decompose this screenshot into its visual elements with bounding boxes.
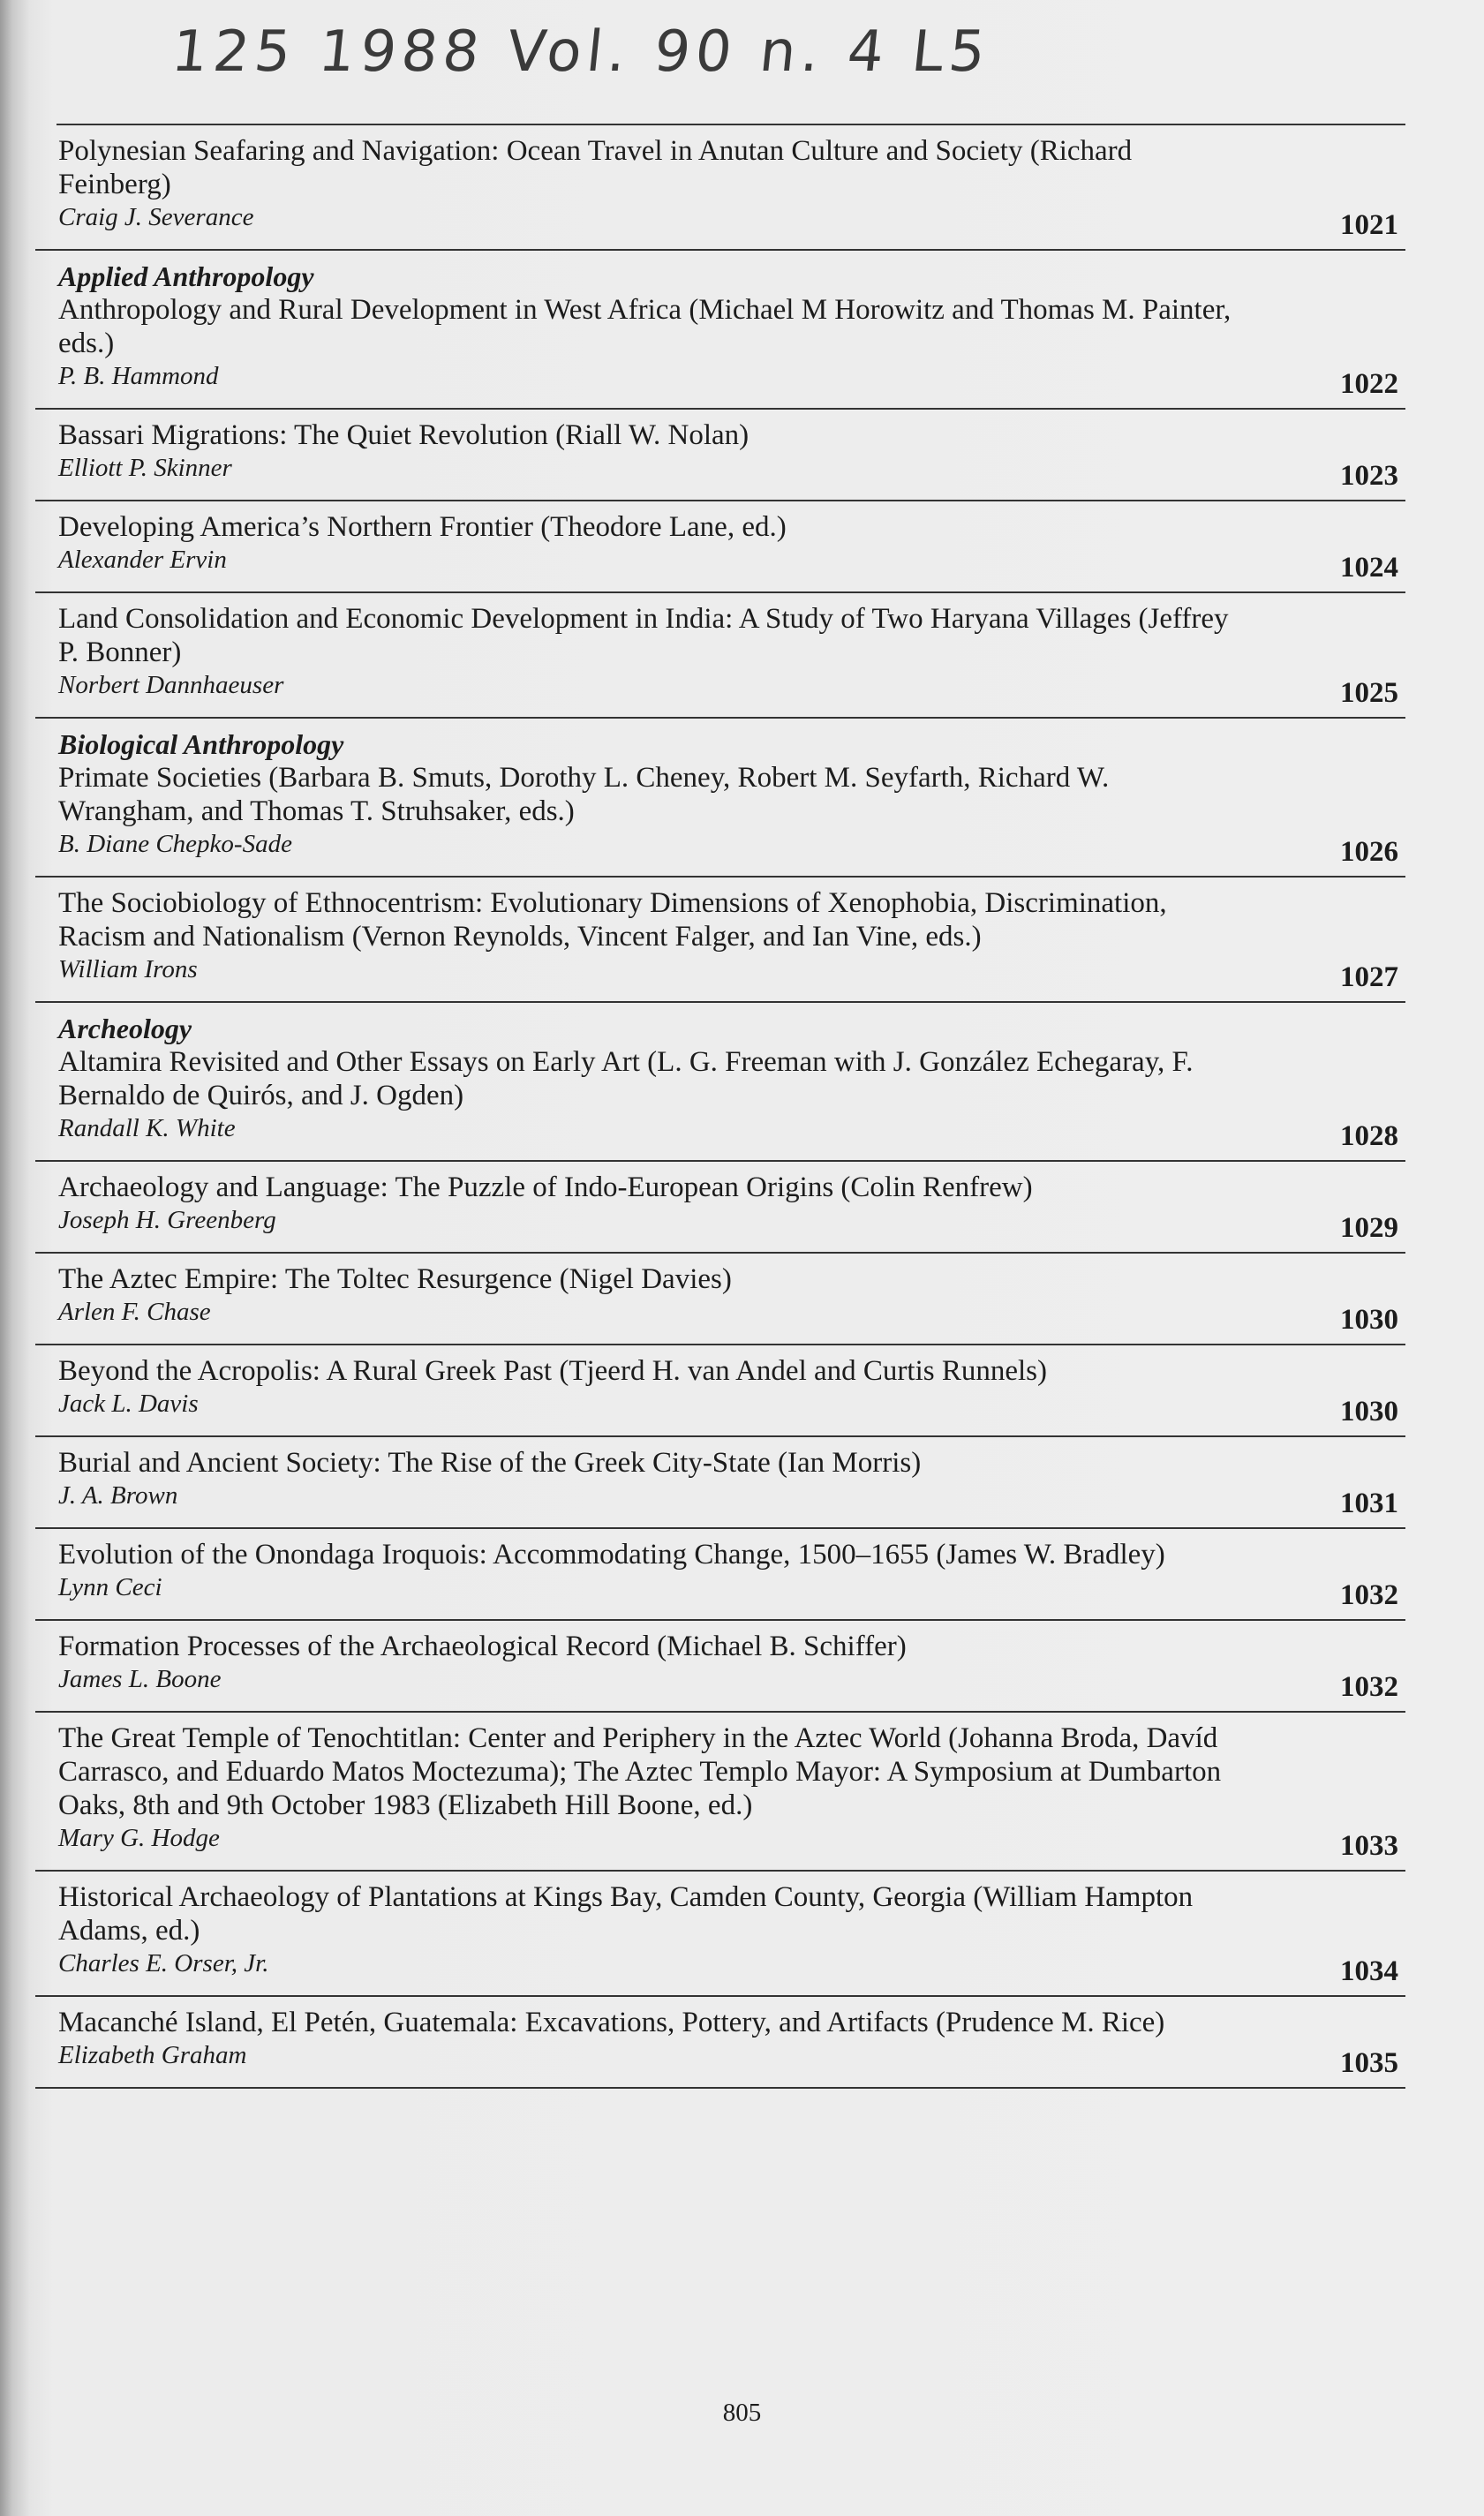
entry-title: Macanché Island, El Petén, Guatemala: Excavations, Pottery, and Artifacts (Prudence M. Rice) bbox=[58, 2007, 1165, 2038]
toc-entry bbox=[35, 719, 1405, 878]
entry-page-number: 1032 bbox=[1340, 1579, 1398, 1611]
entry-page-number: 1035 bbox=[1340, 2047, 1398, 2079]
toc-entry bbox=[35, 1872, 1405, 1997]
entry-reviewer: Elizabeth Graham bbox=[58, 2041, 247, 2069]
entry-title: Primate Societies (Barbara B. Smuts, Dorothy L. Cheney, Robert M. Seyfarth, Richard W. Wrangham, and Thomas T. Struhsaker, eds.) bbox=[58, 762, 1110, 827]
entry-reviewer: James L. Boone bbox=[58, 1665, 222, 1693]
toc-entry bbox=[35, 878, 1405, 1003]
entry-title: Polynesian Seafaring and Navigation: Ocean Travel in Anutan Culture and Society (Richard Feinberg) bbox=[58, 135, 1133, 200]
entry-title: The Sociobiology of Ethnocentrism: Evolutionary Dimensions of Xenophobia, Discrimination, Racism and Nationalism (Vernon Reynolds, Vincent Falger, and Ian Vine, eds.) bbox=[58, 887, 1167, 953]
entry-reviewer: Randall K. White bbox=[58, 1114, 236, 1142]
entry-reviewer: Joseph H. Greenberg bbox=[58, 1206, 276, 1234]
toc-entry bbox=[35, 1621, 1405, 1713]
entry-reviewer: Mary G. Hodge bbox=[58, 1824, 220, 1852]
entry-title: Land Consolidation and Economic Development in India: A Study of Two Haryana Villages (Jeffrey P. Bonner) bbox=[58, 603, 1229, 668]
entry-title: The Aztec Empire: The Toltec Resurgence (Nigel Davies) bbox=[58, 1263, 732, 1295]
entry-page-number: 1032 bbox=[1340, 1671, 1398, 1703]
entry-page-number: 1034 bbox=[1340, 1955, 1398, 1987]
entry-page-number: 1026 bbox=[1340, 836, 1398, 868]
entry-title: Formation Processes of the Archaeological Record (Michael B. Schiffer) bbox=[58, 1631, 907, 1662]
entry-title: Altamira Revisited and Other Essays on Early Art (L. G. Freeman with J. González Echegaray, F. Bernaldo de Quirós, and J. Ogden) bbox=[58, 1046, 1194, 1111]
entry-title: Anthropology and Rural Development in West Africa (Michael M Horowitz and Thomas M. Painter, eds.) bbox=[58, 294, 1232, 359]
section-heading: Biological Anthropology bbox=[58, 728, 344, 760]
entry-reviewer: Charles E. Orser, Jr. bbox=[58, 1949, 269, 1977]
toc-entry bbox=[35, 125, 1405, 251]
entry-title: Beyond the Acropolis: A Rural Greek Past (Tjeerd H. van Andel and Curtis Runnels) bbox=[58, 1355, 1047, 1387]
entry-reviewer: P. B. Hammond bbox=[58, 362, 219, 390]
entry-title: Evolution of the Onondaga Iroquois: Accommodating Change, 1500–1655 (James W. Bradley) bbox=[58, 1539, 1165, 1571]
entry-title: Burial and Ancient Society: The Rise of the Greek City-State (Ian Morris) bbox=[58, 1447, 922, 1479]
section-heading: Applied Anthropology bbox=[58, 260, 314, 292]
toc-entry bbox=[35, 1997, 1405, 2089]
toc-entry bbox=[35, 1162, 1405, 1254]
toc-entry bbox=[35, 1345, 1405, 1437]
handwritten-annotation: 125 1988 Vol. 90 n. 4 L5 bbox=[169, 19, 994, 85]
toc-entry bbox=[35, 410, 1405, 501]
entry-title: Archaeology and Language: The Puzzle of Indo-European Origins (Colin Renfrew) bbox=[58, 1171, 1033, 1203]
entry-reviewer: Elliott P. Skinner bbox=[58, 454, 232, 482]
entry-reviewer: J. A. Brown bbox=[58, 1481, 178, 1510]
toc-entry bbox=[35, 1437, 1405, 1529]
entry-page-number: 1030 bbox=[1340, 1304, 1398, 1336]
entry-page-number: 1029 bbox=[1340, 1212, 1398, 1244]
table-of-contents bbox=[35, 124, 1405, 2089]
toc-entry bbox=[35, 593, 1405, 719]
entry-page-number: 1031 bbox=[1340, 1488, 1398, 1519]
entry-reviewer: William Irons bbox=[58, 955, 198, 983]
entry-reviewer: Craig J. Severance bbox=[58, 203, 254, 231]
toc-entry bbox=[35, 251, 1405, 410]
entry-page-number: 1021 bbox=[1340, 209, 1398, 241]
entry-page-number: 1027 bbox=[1340, 961, 1398, 993]
entry-page-number: 1023 bbox=[1340, 460, 1398, 492]
entry-page-number: 1030 bbox=[1340, 1396, 1398, 1427]
toc-entry bbox=[35, 1713, 1405, 1872]
entry-title: Historical Archaeology of Plantations at Kings Bay, Camden County, Georgia (William Hampton Adams, ed.) bbox=[58, 1881, 1194, 1947]
toc-entry bbox=[35, 501, 1405, 593]
entry-reviewer: Norbert Dannhaeuser bbox=[58, 671, 284, 699]
entry-page-number: 1028 bbox=[1340, 1120, 1398, 1152]
toc-entry bbox=[35, 1529, 1405, 1621]
entry-page-number: 1025 bbox=[1340, 677, 1398, 709]
entry-reviewer: Arlen F. Chase bbox=[58, 1298, 211, 1326]
toc-entry bbox=[35, 1254, 1405, 1345]
entry-reviewer: Alexander Ervin bbox=[58, 546, 227, 574]
toc-entry bbox=[35, 1003, 1405, 1162]
section-heading: Archeology bbox=[58, 1013, 192, 1044]
entry-reviewer: Lynn Ceci bbox=[58, 1573, 162, 1601]
entry-title: The Great Temple of Tenochtitlan: Center and Periphery in the Aztec World (Johanna Broda, Davíd Carrasco, and Eduardo Matos Moctezuma); The Aztec Templo Mayor: A Symposium at Dumbarton Oaks, 8th and 9th October 1983 (Elizabeth Hill Boone, ed.) bbox=[58, 1722, 1222, 1821]
entry-page-number: 1024 bbox=[1340, 552, 1398, 584]
page-number: 805 bbox=[722, 2399, 762, 2427]
toc-entries bbox=[35, 125, 1405, 2089]
entry-reviewer: Jack L. Davis bbox=[58, 1390, 199, 1418]
entry-page-number: 1033 bbox=[1340, 1830, 1398, 1862]
entry-title: Bassari Migrations: The Quiet Revolution (Riall W. Nolan) bbox=[58, 419, 750, 451]
entry-page-number: 1022 bbox=[1340, 368, 1398, 400]
entry-reviewer: B. Diane Chepko-Sade bbox=[58, 830, 292, 858]
entry-title: Developing America’s Northern Frontier (Theodore Lane, ed.) bbox=[58, 511, 787, 543]
